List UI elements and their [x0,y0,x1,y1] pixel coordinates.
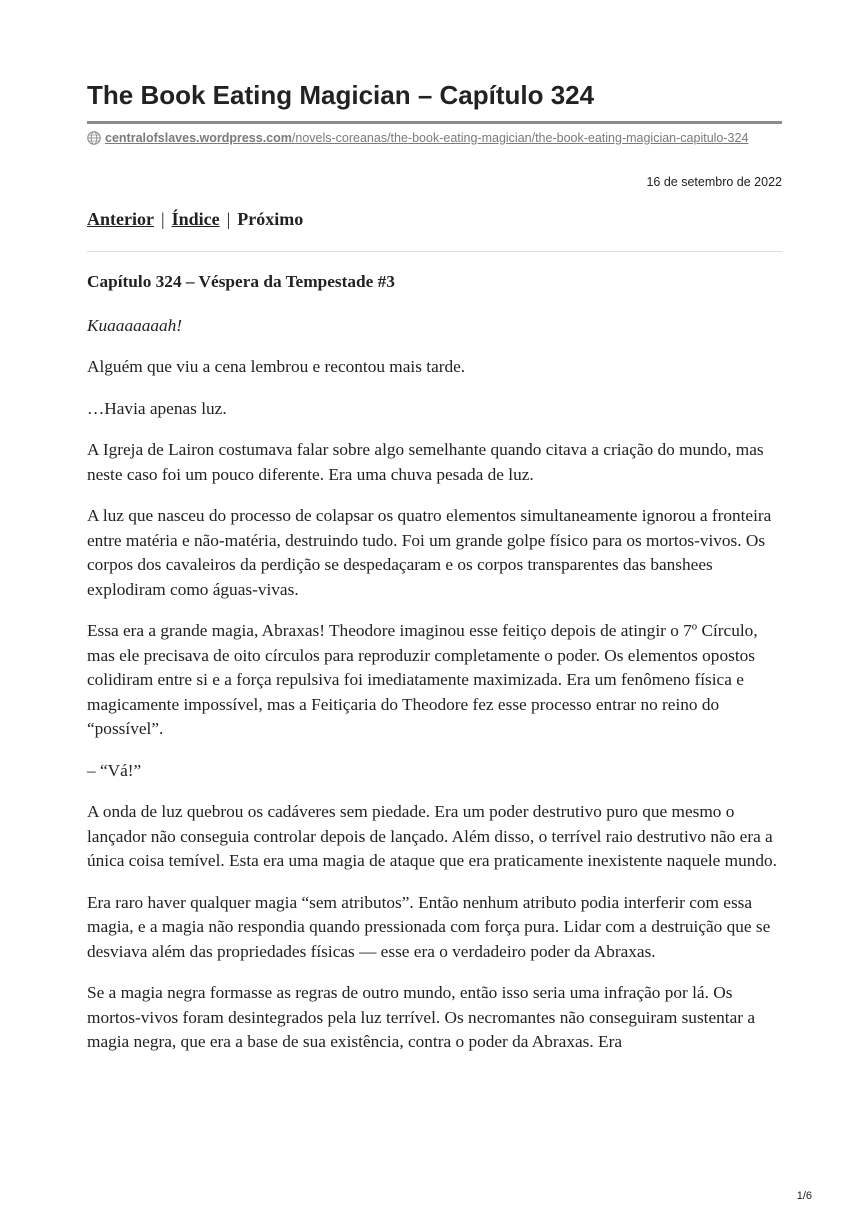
chapter-content [87,270,787,1072]
paragraph: – “Vá!” [87,760,142,780]
globe-icon [87,131,101,145]
paragraph: …Havia apenas luz. [87,398,227,418]
paragraph: A Igreja de Lairon costumava falar sobre algo semelhante quando citava a criação do mundo, mas neste caso foi um pouco diferente. Era uma chuva pesada de luz. [87,440,764,484]
paragraph: Se a magia negra formasse as regras de outro mundo, então isso seria uma infração por lá. Os mortos-vivos foram desintegrados pela luz terrível. Os necromantes não conseguiram sustentar a magia negra, que era a base de sua existência, contra o poder da Abraxas. Era [87,983,756,1051]
nav-next-link[interactable]: Próximo [237,209,304,229]
chapter-nav [87,209,303,230]
nav-separator: | [226,209,231,229]
source-domain: centralofslaves.wordpress.com [105,131,292,145]
source-url [87,130,777,147]
nav-divider [87,251,782,252]
nav-prev-link[interactable]: Anterior [87,209,154,229]
source-path: /novels-coreanas/the-book-eating-magician/the-book-eating-magician-capitulo-324 [291,131,749,145]
paragraph: Alguém que viu a cena lembrou e recontou mais tarde. [87,357,466,376]
paragraph: Essa era a grande magia, Abraxas! Theodore imaginou esse feitiço depois de atingir o 7º Círculo, mas ele precisava de oito círculos para reproduzir completamente o poder. Os elementos opostos colidiram entre si e a força repulsiva foi imediatamente maximizada. Era um fenômeno física e magicamente impossível, mas a Feitiçaria do Theodore fez esse processo entrar no reino do “possível”. [87,621,758,738]
source-link[interactable] [105,131,748,145]
paragraph: Era raro haver qualquer magia “sem atributos”. Então nenhum atributo podia interferir com essa magia, e a magia não respondia quando pressionada com força pura. Lidar com a destruição que se desviava além das propriedades físicas — esse era o verdadeiro poder da Abraxas. [87,892,771,961]
nav-index-link[interactable]: Índice [171,209,220,229]
page-title: The Book Eating Magician – Capítulo 324 [87,80,595,110]
nav-separator: | [160,209,165,229]
chapter-heading: Capítulo 324 – Véspera da Tempestade #3 [87,272,395,291]
page-number: 1/6 [796,1190,812,1202]
publish-date: 16 de setembro de 2022 [646,175,782,189]
paragraph: A onda de luz quebrou os cadáveres sem piedade. Era um poder destrutivo puro que mesmo o lançador não conseguia controlar depois de lançado. Além disso, o terrível raio destrutivo não era a única coisa temível. Esta era uma magia de ataque que era praticamente inexistente naquele mundo. [87,802,777,870]
paragraph: Kuaaaaaaah! [87,315,183,335]
title-rule [87,121,782,124]
paragraph: A luz que nasceu do processo de colapsar os quatro elementos simultaneamente ignorou a fronteira entre matéria e não-matéria, destruindo tudo. Foi um grande golpe físico para os mortos-vivos. Os corpos dos cavaleiros da perdição se despedaçaram e os corpos transparentes das banshees explodiram como águas-vivas. [87,506,772,599]
